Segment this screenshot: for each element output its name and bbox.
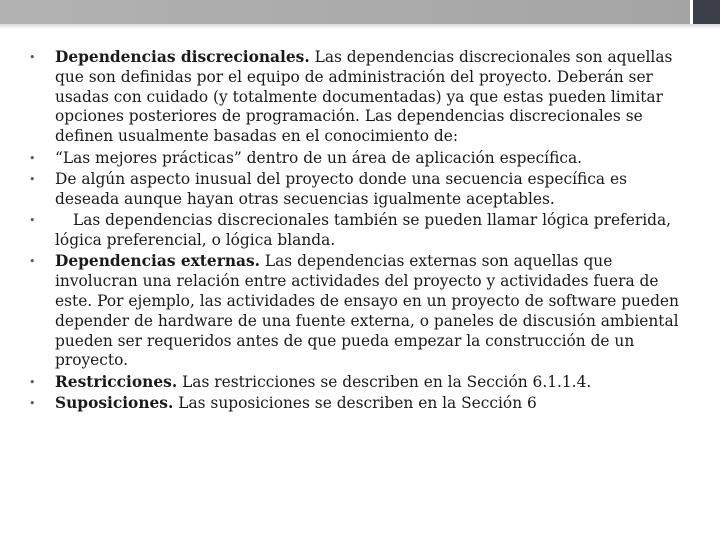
header-shadow [0, 24, 720, 29]
list-item [26, 252, 686, 371]
item-text: De algún aspecto inusual del proyecto donde una secuencia específica es deseada aunque hayan otras secuencias igualmente aceptables. [55, 169, 627, 208]
header-accent-block [693, 0, 720, 24]
item-heading: Dependencias externas. [55, 252, 261, 271]
bullet-icon: • [29, 214, 36, 228]
bullet-icon: • [29, 375, 36, 389]
header-band-gradient [0, 0, 700, 24]
item-text: Las suposiciones se describen en la Sección 6 [173, 394, 537, 413]
item-text: Las dependencias externas son aquellas que involucran una relación entre actividades del proyecto y actividades fuera de este. Por ejemplo, las actividades de ensayo en un proyecto de software pueden depender de hardware de una fuente externa, o paneles de discusión ambiental pueden ser requeridos antes de que pueda empezar la construcción de un proyecto. [55, 252, 679, 370]
item-heading: Restricciones. [55, 372, 178, 391]
bullet-icon: • [29, 51, 36, 64]
slide-body [26, 48, 686, 416]
bullet-list [26, 48, 686, 414]
list-item [26, 170, 686, 210]
list-item [26, 149, 686, 169]
item-text: “Las mejores prácticas” dentro de un área de aplicación específica. [55, 148, 583, 167]
list-item [26, 394, 686, 414]
bullet-icon: • [29, 172, 36, 186]
bullet-icon: • [29, 151, 36, 165]
bullet-icon: • [29, 397, 36, 411]
item-text: Las dependencias discrecionales también se pueden llamar lógica preferida, lógica preferencial, o lógica blanda. [55, 211, 672, 249]
item-text: Las dependencias discrecionales son aquellas que son definidas por el equipo de administración del proyecto. Deberán ser usadas con cuidado (y totalmente documentadas) ya que estas pueden limitar opciones posteriores de programación. Las dependencias discrecionales se definen usualmente basadas en el conocimiento de: [55, 48, 673, 146]
bullet-icon: • [29, 255, 36, 269]
item-heading: Dependencias discrecionales. [55, 48, 310, 66]
item-heading: Suposiciones. [55, 394, 174, 413]
item-text: Las restricciones se describen en la Sección 6.1.1.4. [177, 372, 592, 391]
list-item [26, 373, 686, 393]
list-item [26, 48, 686, 147]
slide-header-bar [0, 0, 720, 24]
list-item [26, 211, 686, 251]
